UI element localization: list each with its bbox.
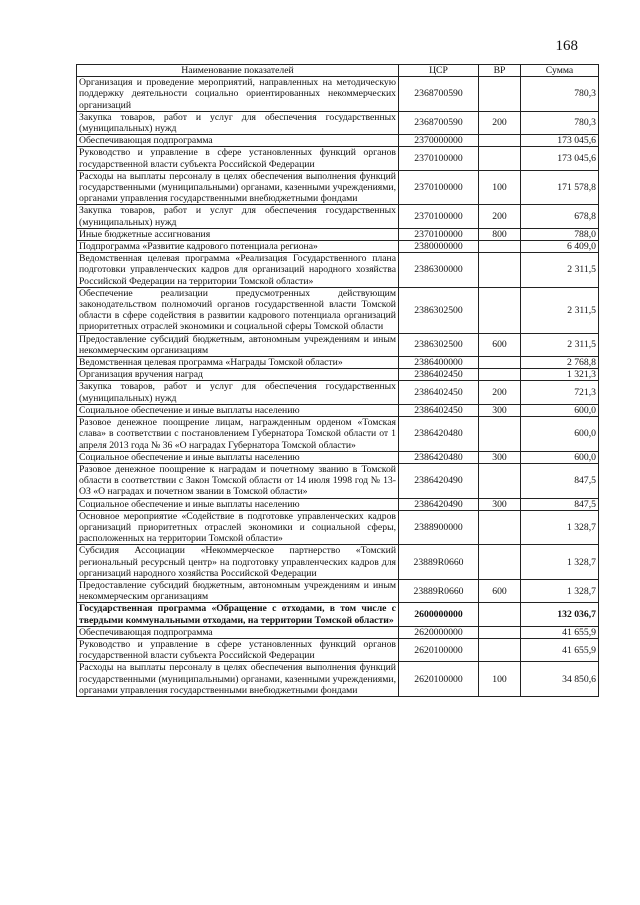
cell-vr [479,417,521,452]
cell-name: Руководство и управление в сфере установленных функций органов государственной власти субъекта Российской Федерации [77,638,399,661]
table-row [77,662,599,697]
table-row [77,638,599,661]
cell-sum: 1 321,3 [521,369,599,381]
cell-name: Основное мероприятие «Содействие в подготовке управленческих кадров организаций приоритетных отраслей экономики и социальной сферы, расположенных на территории Томской области» [77,510,399,545]
table-row [77,253,599,288]
table-row [77,135,599,147]
cell-vr [479,241,521,253]
cell-csr: 2386420490 [399,498,479,510]
cell-sum: 1 328,7 [521,545,599,580]
cell-sum: 173 045,6 [521,147,599,170]
cell-csr: 2370100000 [399,228,479,240]
cell-vr [479,638,521,661]
table-row [77,498,599,510]
cell-csr: 2370100000 [399,205,479,228]
header-name: Наименование показателей [77,65,399,77]
table-row [77,111,599,134]
cell-sum: 1 328,7 [521,579,599,602]
cell-csr: 2620100000 [399,638,479,661]
cell-csr: 2386302500 [399,287,479,333]
table-row [77,417,599,452]
table-row [77,463,599,498]
cell-vr: 300 [479,451,521,463]
cell-csr: 2370100000 [399,170,479,205]
cell-sum: 173 045,6 [521,135,599,147]
cell-sum: 1 328,7 [521,510,599,545]
cell-sum: 34 850,6 [521,662,599,697]
table-row [77,545,599,580]
cell-sum: 41 655,9 [521,626,599,638]
cell-name: Государственная программа «Обращение с отходами, в том числе с твердыми коммунальными отходами, на территории Томской области» [77,603,399,626]
cell-name: Ведомственная целевая программа «Реализация Государственного плана подготовки управленческих кадров для организаций народного хозяйства Российской Федерации на территории Томской области» [77,253,399,288]
cell-vr: 100 [479,170,521,205]
cell-csr: 2388900000 [399,510,479,545]
cell-sum: 41 655,9 [521,638,599,661]
cell-sum: 678,8 [521,205,599,228]
cell-csr: 2386402450 [399,404,479,416]
cell-name: Организация и проведение мероприятий, направленных на методическую поддержку деятельности социально ориентированных некоммерческих организаций [77,77,399,112]
cell-vr: 600 [479,333,521,356]
table-row [77,205,599,228]
cell-csr: 2386400000 [399,357,479,369]
cell-sum: 721,3 [521,381,599,404]
cell-name: Закупка товаров, работ и услуг для обеспечения государственных (муниципальных) нужд [77,111,399,134]
cell-vr [479,147,521,170]
cell-vr [479,603,521,626]
table-row [77,333,599,356]
cell-csr: 2368700590 [399,77,479,112]
cell-name: Социальное обеспечение и иные выплаты населению [77,451,399,463]
cell-sum: 2 768,8 [521,357,599,369]
cell-name: Субсидия Ассоциации «Некоммерческое партнерство «Томский региональный ресурсный центр» на подготовку управленческих кадров для организаций народного хозяйства Российской Федерации [77,545,399,580]
table-header-row [77,65,599,77]
cell-vr: 200 [479,205,521,228]
table-row [77,404,599,416]
cell-vr [479,135,521,147]
cell-name: Расходы на выплаты персоналу в целях обеспечения выполнения функций государственными (муниципальными) органами, казенными учреждениями, органами управления государственными внебюджетными фондами [77,662,399,697]
cell-sum: 600,0 [521,404,599,416]
cell-sum: 132 036,7 [521,603,599,626]
cell-name: Организация вручения наград [77,369,399,381]
cell-name: Ведомственная целевая программа «Награды Томской области» [77,357,399,369]
cell-sum: 2 311,5 [521,253,599,288]
table-row [77,369,599,381]
cell-name: Обеспечивающая подпрограмма [77,135,399,147]
cell-csr: 2620000000 [399,626,479,638]
cell-name: Расходы на выплаты персоналу в целях обеспечения выполнения функций государственными (муниципальными) органами, казенными учреждениями, органами управления государственными внебюджетными фондами [77,170,399,205]
cell-vr [479,77,521,112]
cell-name: Разовое денежное поощрение к наградам и почетному званию в Томской области в соответствии с Закон Томской области от 14 июля 1998 год № 13-ОЗ «О наградах и почетном звании в Томской области» [77,463,399,498]
table-row [77,510,599,545]
cell-vr: 300 [479,498,521,510]
cell-sum: 6 409,0 [521,241,599,253]
table-row [77,357,599,369]
cell-sum: 780,3 [521,77,599,112]
cell-vr [479,545,521,580]
cell-csr: 2386420490 [399,463,479,498]
cell-sum: 600,0 [521,417,599,452]
cell-csr: 2370000000 [399,135,479,147]
cell-vr [479,369,521,381]
cell-csr: 2386402450 [399,381,479,404]
header-csr: ЦСР [399,65,479,77]
table-row [77,579,599,602]
header-sum: Сумма [521,65,599,77]
cell-name: Закупка товаров, работ и услуг для обеспечения государственных (муниципальных) нужд [77,381,399,404]
table-row [77,287,599,333]
cell-vr [479,463,521,498]
budget-table [76,64,599,697]
cell-sum: 2 311,5 [521,287,599,333]
cell-name: Предоставление субсидий бюджетным, автономным учреждениям и иным некоммерческим организациям [77,579,399,602]
cell-vr: 200 [479,111,521,134]
cell-name: Обеспечивающая подпрограмма [77,626,399,638]
table-row [77,603,599,626]
cell-vr [479,357,521,369]
cell-vr: 300 [479,404,521,416]
cell-csr: 2370100000 [399,147,479,170]
cell-csr: 2386300000 [399,253,479,288]
cell-csr: 2620100000 [399,662,479,697]
cell-vr: 100 [479,662,521,697]
cell-sum: 600,0 [521,451,599,463]
cell-sum: 788,0 [521,228,599,240]
cell-csr: 2386302500 [399,333,479,356]
cell-csr: 23889R0660 [399,545,479,580]
cell-name: Разовое денежное поощрение лицам, награжденным орденом «Томская слава» в соответствии с постановлением Губернатора Томской области от 1 апреля 2013 года № 36 «О наградах Губернатора Томской области» [77,417,399,452]
table-row [77,381,599,404]
cell-name: Закупка товаров, работ и услуг для обеспечения государственных (муниципальных) нужд [77,205,399,228]
cell-csr: 2386420480 [399,417,479,452]
cell-csr: 2386402450 [399,369,479,381]
cell-name: Руководство и управление в сфере установленных функций органов государственной власти субъекта Российской Федерации [77,147,399,170]
cell-csr: 2600000000 [399,603,479,626]
table-row [77,228,599,240]
cell-csr: 2380000000 [399,241,479,253]
cell-vr: 600 [479,579,521,602]
header-vr: ВР [479,65,521,77]
cell-vr [479,626,521,638]
cell-name: Социальное обеспечение и иные выплаты населению [77,498,399,510]
cell-csr: 2368700590 [399,111,479,134]
cell-name: Социальное обеспечение и иные выплаты населению [77,404,399,416]
cell-name: Иные бюджетные ассигнования [77,228,399,240]
table-row [77,241,599,253]
cell-sum: 171 578,8 [521,170,599,205]
cell-vr: 200 [479,381,521,404]
table-row [77,626,599,638]
cell-csr: 2386420480 [399,451,479,463]
table-row [77,77,599,112]
cell-csr: 23889R0660 [399,579,479,602]
cell-vr [479,287,521,333]
cell-vr: 800 [479,228,521,240]
cell-vr [479,510,521,545]
page-number: 168 [555,38,578,54]
cell-sum: 847,5 [521,498,599,510]
cell-name: Обеспечение реализации предусмотренных действующим законодательством полномочий органов государственной власти Томской области в сфере содействия в развитии кадрового потенциала организаций приоритетных отраслей экономики и социальной сферы Томской области [77,287,399,333]
cell-name: Предоставление субсидий бюджетным, автономным учреждениям и иным некоммерческим организациям [77,333,399,356]
cell-vr [479,253,521,288]
cell-sum: 2 311,5 [521,333,599,356]
cell-sum: 780,3 [521,111,599,134]
table-row [77,147,599,170]
table-row [77,170,599,205]
cell-name: Подпрограмма «Развитие кадрового потенциала региона» [77,241,399,253]
cell-sum: 847,5 [521,463,599,498]
table-row [77,451,599,463]
